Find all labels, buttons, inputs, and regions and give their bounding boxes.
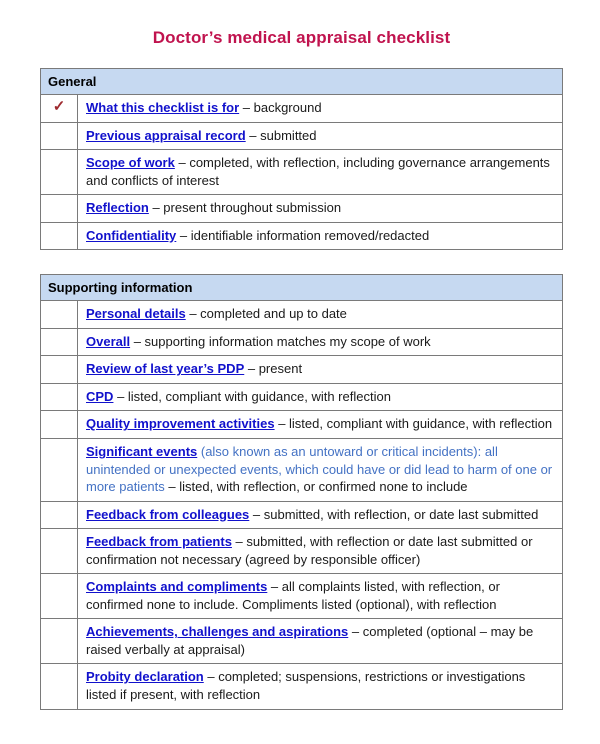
row-link[interactable]: Probity declaration: [86, 669, 204, 685]
table-row: [41, 501, 563, 529]
row-content: [78, 664, 563, 709]
row-content: [78, 195, 563, 223]
section-header-row: [41, 69, 563, 95]
row-text: – completed (optional – may be raised verbally at appraisal): [86, 624, 534, 657]
checkmark-icon: ✓: [52, 98, 66, 115]
row-content: [78, 301, 563, 329]
row-link[interactable]: Review of last year’s PDP: [86, 361, 245, 377]
checkbox-cell[interactable]: [41, 501, 78, 529]
row-text: – all complaints listed, with reflection, or confirmed none to include. Compliments listed (optional), with reflection: [86, 579, 500, 612]
row-text: – listed, compliant with guidance, with reflection: [113, 388, 391, 404]
row-link[interactable]: Scope of work: [86, 155, 175, 171]
row-link[interactable]: Reflection: [86, 200, 149, 216]
table-row: [41, 383, 563, 411]
row-text: – present throughout submission: [148, 200, 342, 216]
checkbox-cell[interactable]: [41, 664, 78, 709]
row-text: – listed, with reflection, or confirmed none to include: [164, 479, 468, 495]
row-content: [78, 150, 563, 195]
checkbox-cell[interactable]: [41, 328, 78, 356]
row-link[interactable]: Personal details: [86, 306, 186, 322]
supporting-information-checklist-table: [40, 274, 563, 709]
row-text: – supporting information matches my scope of work: [130, 333, 431, 349]
table-row: [41, 574, 563, 619]
row-content: [78, 95, 563, 123]
checkbox-cell[interactable]: [41, 95, 78, 123]
row-content: [78, 574, 563, 619]
checkbox-cell[interactable]: [41, 150, 78, 195]
table-row: [41, 664, 563, 709]
row-link[interactable]: Confidentiality: [86, 227, 177, 243]
table-row: [41, 150, 563, 195]
table-row: [41, 411, 563, 439]
table-row: [41, 95, 563, 123]
table-row: [41, 529, 563, 574]
table-row: [41, 356, 563, 384]
checkbox-cell[interactable]: [41, 383, 78, 411]
row-content: [78, 411, 563, 439]
row-content: [78, 122, 563, 150]
section-header-supporting-information: Supporting information: [41, 275, 563, 301]
row-text: – completed and up to date: [185, 306, 347, 322]
table-row: [41, 619, 563, 664]
checkbox-cell[interactable]: [41, 439, 78, 502]
general-checklist-table: [40, 68, 563, 250]
row-text: – identifiable information removed/redacted: [176, 227, 430, 243]
row-text: – completed; suspensions, restrictions or investigations listed if present, with reflection: [86, 669, 526, 703]
checkbox-cell[interactable]: [41, 574, 78, 619]
checkbox-cell[interactable]: [41, 529, 78, 574]
row-text: – submitted, with reflection, or date last submitted: [249, 506, 539, 522]
table-row: [41, 222, 563, 250]
section-header-general: General: [41, 69, 563, 95]
table-row: [41, 439, 563, 502]
row-link[interactable]: CPD: [86, 388, 114, 404]
row-link[interactable]: What this checklist is for: [86, 100, 240, 115]
row-link[interactable]: Quality improvement activities: [86, 416, 275, 432]
row-text: – completed, with reflection, including governance arrangements and conflicts of interest: [86, 155, 550, 188]
row-content: [78, 439, 563, 502]
row-note: (also known as an untoward or critical incidents): all unintended or unexpected events, which could have or did lead to harm of one or more patients: [86, 444, 553, 495]
row-link[interactable]: Feedback from patients: [86, 534, 232, 550]
row-link[interactable]: Significant events: [86, 444, 198, 460]
table-row: [41, 122, 563, 150]
table-row: [41, 328, 563, 356]
row-content: [78, 356, 563, 384]
row-link[interactable]: Overall: [86, 333, 131, 349]
row-content: [78, 222, 563, 250]
row-text: – present: [244, 361, 303, 377]
checkbox-cell[interactable]: [41, 619, 78, 664]
row-text: – listed, compliant with guidance, with reflection: [274, 416, 553, 432]
table-row: [41, 301, 563, 329]
checkbox-cell[interactable]: [41, 301, 78, 329]
row-content: [78, 619, 563, 664]
row-text: – submitted, with reflection or date last submitted or confirmation not necessary (agreed by responsible officer): [86, 534, 533, 567]
row-text: – submitted: [245, 127, 317, 143]
row-content: [78, 383, 563, 411]
row-content: [78, 328, 563, 356]
checkbox-cell[interactable]: [41, 122, 78, 150]
checkbox-cell[interactable]: [41, 195, 78, 223]
row-content: [78, 529, 563, 574]
row-link[interactable]: Achievements, challenges and aspirations: [86, 624, 349, 640]
row-link[interactable]: Feedback from colleagues: [86, 506, 250, 522]
page-title: Doctor’s medical appraisal checklist: [152, 28, 451, 47]
row-text: – background: [239, 100, 322, 115]
row-link[interactable]: Complaints and compliments: [86, 579, 268, 595]
row-link[interactable]: Previous appraisal record: [86, 127, 246, 143]
row-content: [78, 501, 563, 529]
checkbox-cell[interactable]: [41, 222, 78, 250]
checkbox-cell[interactable]: [41, 356, 78, 384]
section-header-row: [41, 275, 563, 301]
table-row: [41, 195, 563, 223]
checkbox-cell[interactable]: [41, 411, 78, 439]
